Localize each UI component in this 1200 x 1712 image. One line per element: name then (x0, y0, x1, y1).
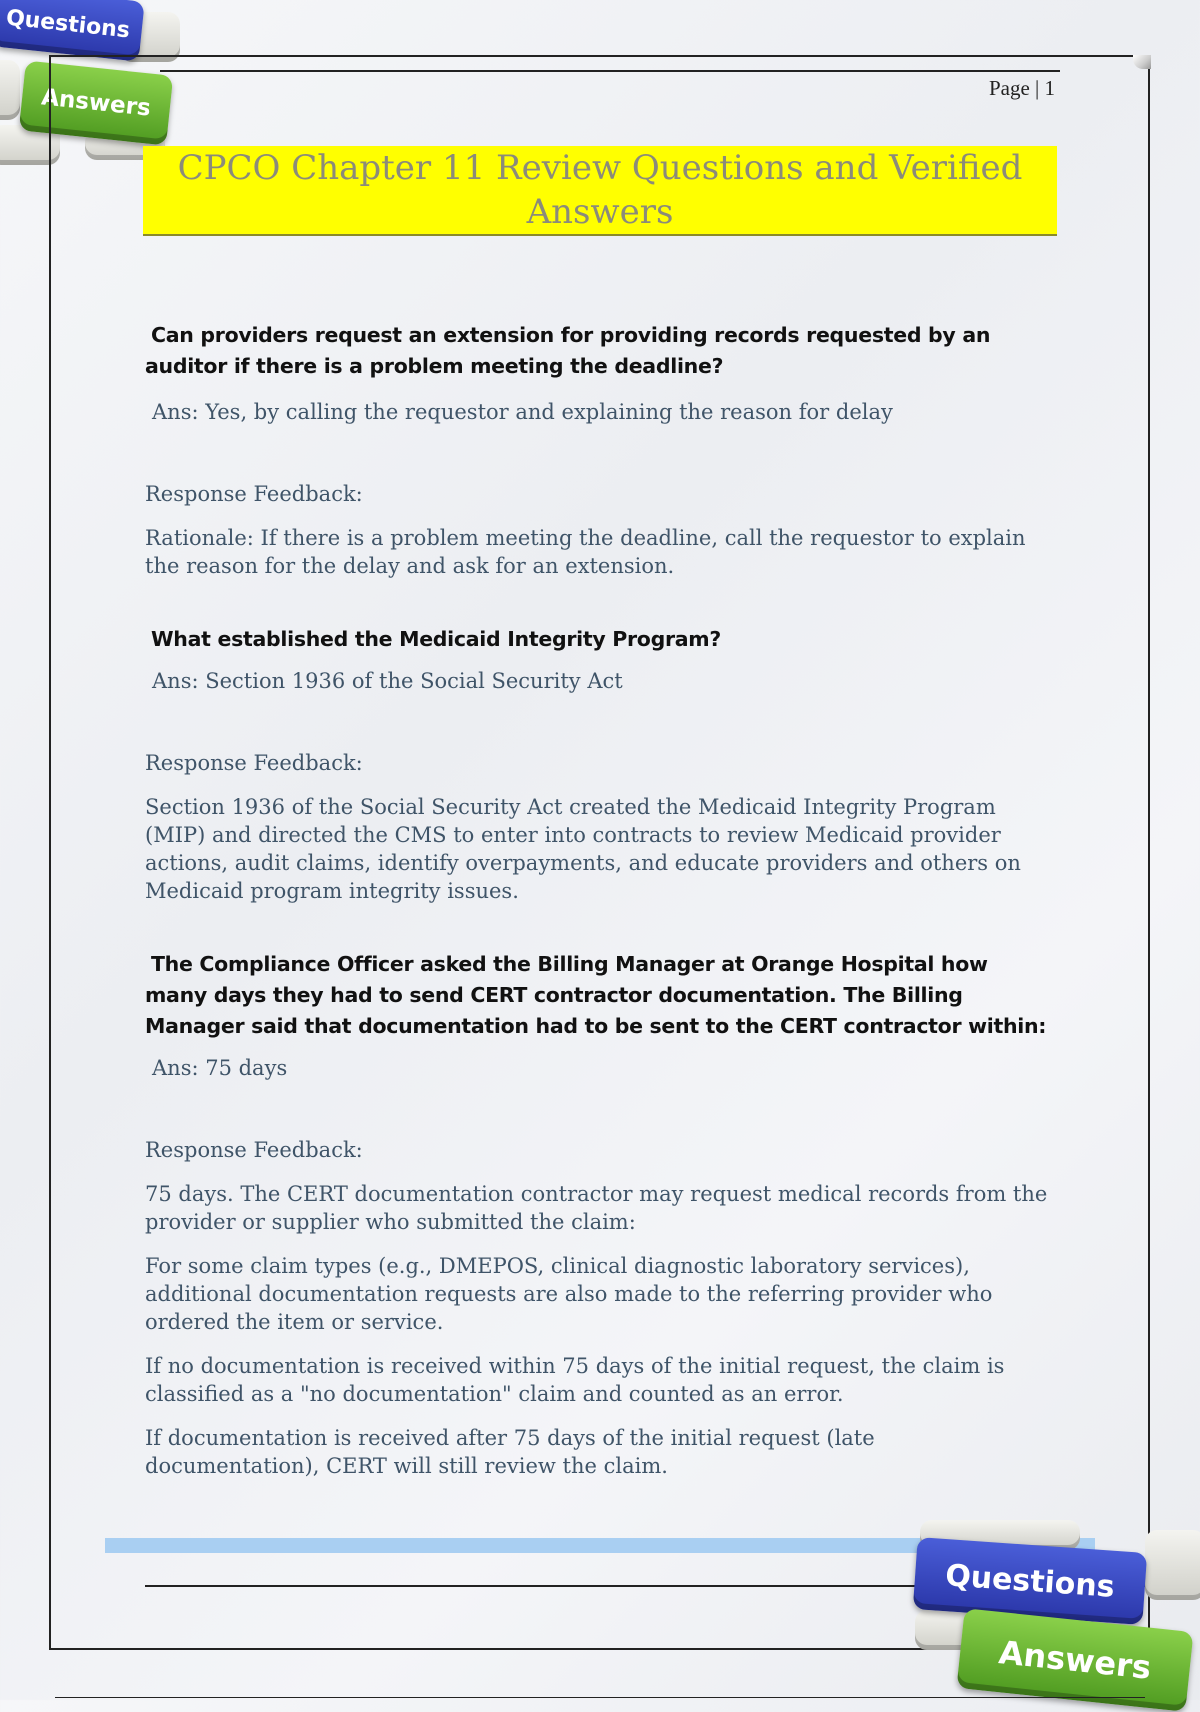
keyboard-key-decor (1145, 1530, 1200, 1600)
questions-key-label: Questions (4, 5, 132, 43)
answers-key-label: Answers (40, 84, 152, 122)
qa-item (145, 320, 1055, 580)
feedback-text: If no documentation is received within 75 days of the initial request, the claim is classified as a "no documentation" claim and counted as an error. (145, 1354, 1005, 1406)
questions-key-image (0, 0, 145, 62)
feedback-label: Response Feedback: (145, 1138, 363, 1162)
feedback-text: 75 days. The CERT documentation contractor may request medical records from the provider or supplier who submitted the claim: (145, 1182, 1048, 1234)
answer-text: Ans: Section 1936 of the Social Security Act (152, 669, 623, 693)
page-number: Page | 1 (988, 76, 1055, 100)
answer-text: Ans: Yes, by calling the requestor and explaining the reason for delay (152, 400, 893, 424)
keyboard-key-decor (0, 60, 20, 120)
feedback-label: Response Feedback: (145, 482, 363, 506)
answer-text: Ans: 75 days (152, 1056, 288, 1080)
top-rule (160, 70, 1060, 72)
page-title: CPCO Chapter 11 Review Questions and Verified Answers (143, 146, 1057, 236)
answers-key-label: Answers (997, 1633, 1153, 1687)
feedback-text: Rationale: If there is a problem meeting the deadline, call the requestor to explain the reason for the delay and ask for an extension. (145, 526, 1026, 578)
feedback-text: If documentation is received after 75 days of the initial request (late documentation), CERT will still review the claim. (145, 1426, 875, 1478)
feedback-label: Response Feedback: (145, 751, 363, 775)
feedback-text: Section 1936 of the Social Security Act created the Medicaid Integrity Program (MIP) and directed the CMS to enter into contracts to review Medicaid provider actions, audit claims, identify overpayments, and educate providers and others on Medicaid program integrity issues. (145, 795, 1021, 903)
questions-key-label: Questions (944, 1557, 1116, 1605)
question-text: What established the Medicaid Integrity Program? (151, 627, 721, 651)
question-text: The Compliance Officer asked the Billing Manager at Orange Hospital how many days they had to send CERT contractor documentation. The Billing Manager said that documentation had to be sent to the CERT contractor within: (145, 952, 1047, 1038)
qa-content (145, 320, 1055, 1480)
qa-item (145, 949, 1055, 1480)
page-bottom-rule (55, 1697, 1145, 1698)
question-text: Can providers request an extension for providing records requested by an auditor if there is a problem meeting the deadline? (145, 323, 991, 378)
qa-item (145, 624, 1055, 905)
feedback-text: For some claim types (e.g., DMEPOS, clinical diagnostic laboratory services), additional documentation requests are also made to the referring provider who ordered the item or service. (145, 1254, 993, 1334)
